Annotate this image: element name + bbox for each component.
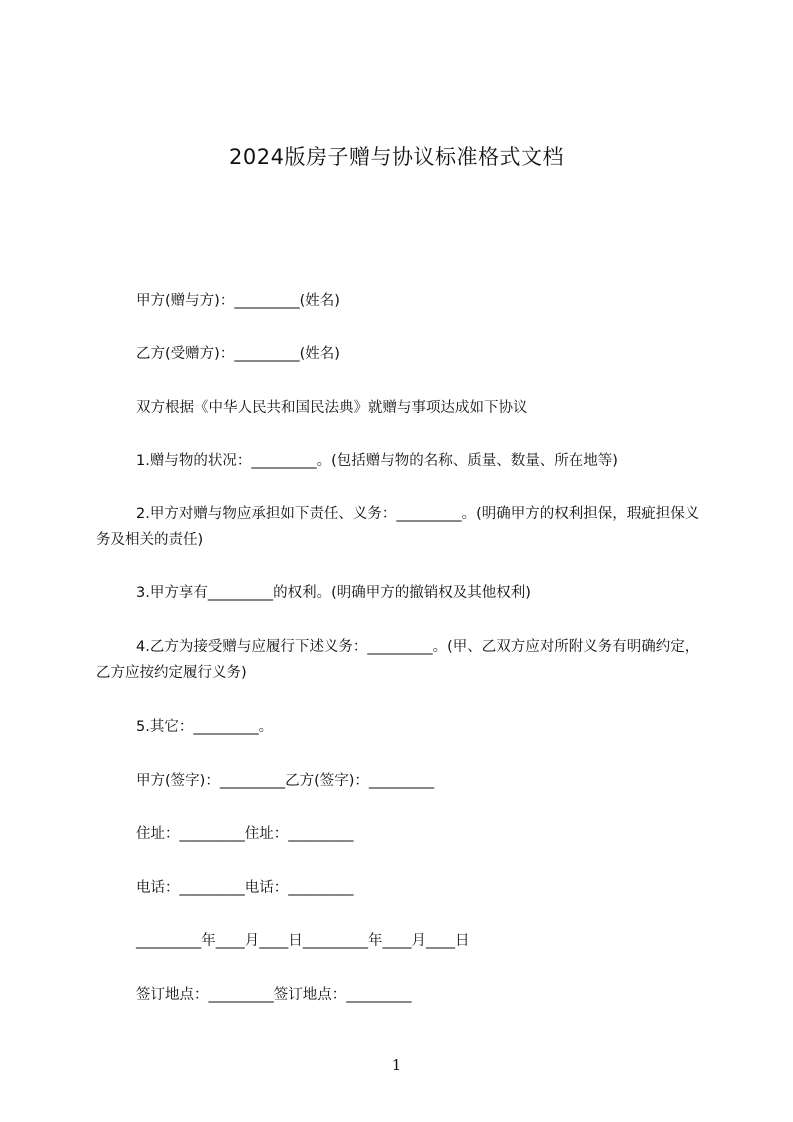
clause-1: 1.赠与物的状况：_________。(包括赠与物的名称、质量、数量、所在地等)	[136, 453, 618, 469]
clause-4: 4.乙方为接受赠与应履行下述义务：_________。(甲、乙双方应对所附义务有明确约定，乙方应按约定履行义务)	[96, 639, 700, 681]
date-line: _________年____月____日_________年____月____日	[136, 933, 470, 949]
page-number: 1	[391, 1056, 402, 1074]
party-b-line: 乙方(受赠方)：_________(姓名)	[136, 346, 340, 362]
place-line: 签订地点：_________签订地点：_________	[136, 987, 412, 1003]
signature-line: 甲方(签字)：_________乙方(签字)：_________	[136, 773, 435, 789]
document-title: 2024版房子赠与协议标准格式文档	[229, 145, 564, 169]
intro-line: 双方根据《中华人民共和国民法典》就赠与事项达成如下协议	[136, 400, 528, 416]
clause-5: 5.其它：_________。	[136, 719, 274, 735]
address-line: 住址：_________住址：_________	[136, 826, 354, 842]
clause-3: 3.甲方享有_________的权利。(明确甲方的撤销权及其他权利)	[136, 585, 531, 601]
party-a-line: 甲方(赠与方)：_________(姓名)	[136, 293, 340, 309]
clause-2: 2.甲方对赠与物应承担如下责任、义务：_________。(明确甲方的权利担保，瑕疵担保义务及相关的责任)	[96, 506, 700, 548]
phone-line: 电话：_________电话：_________	[136, 880, 354, 896]
